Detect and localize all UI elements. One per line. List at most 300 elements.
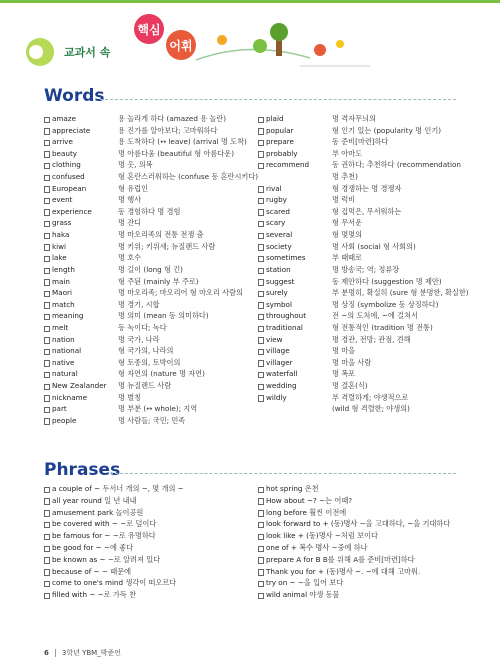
word-english: haka bbox=[52, 230, 70, 240]
phrase-row bbox=[258, 554, 468, 566]
word-row bbox=[258, 264, 468, 276]
word-meaning: 동 권하다; 추천하다 (recommendation bbox=[332, 160, 461, 170]
phrase-english: come to one's mind bbox=[52, 578, 124, 588]
checkbox-icon[interactable] bbox=[44, 140, 50, 146]
word-english: station bbox=[266, 264, 291, 274]
word-meaning: 명 경기, 시합 bbox=[118, 299, 160, 309]
word-english: people bbox=[52, 415, 77, 425]
word-row bbox=[44, 368, 272, 380]
word-english: view bbox=[266, 334, 283, 344]
word-english: recommend bbox=[266, 160, 310, 170]
word-meaning: 명 결혼(식) bbox=[332, 381, 368, 391]
word-meaning: 명 경관, 전망; 관점, 견해 bbox=[332, 334, 411, 344]
checkbox-icon[interactable] bbox=[258, 349, 264, 355]
word-row bbox=[258, 276, 468, 288]
checkbox-icon[interactable] bbox=[44, 337, 50, 343]
checkbox-icon[interactable] bbox=[44, 487, 50, 493]
checkbox-icon[interactable] bbox=[44, 510, 50, 516]
word-row bbox=[44, 392, 272, 404]
checkbox-icon[interactable] bbox=[258, 268, 264, 274]
checkbox-icon[interactable] bbox=[258, 326, 264, 332]
word-row bbox=[44, 194, 272, 206]
checkbox-icon[interactable] bbox=[258, 140, 264, 146]
word-english: meaning bbox=[52, 311, 84, 321]
word-english: sometimes bbox=[266, 253, 306, 263]
word-english: waterfall bbox=[266, 369, 298, 379]
phrase-meaning: ~에 대해 고마워. bbox=[365, 566, 421, 576]
word-row bbox=[44, 113, 272, 125]
word-english: scary bbox=[266, 218, 286, 228]
checkbox-icon[interactable] bbox=[258, 534, 264, 540]
checkbox-icon[interactable] bbox=[258, 593, 264, 599]
words-divider bbox=[100, 99, 456, 100]
word-english: suggest bbox=[266, 276, 295, 286]
phrase-row bbox=[258, 495, 468, 507]
word-english: New Zealander bbox=[52, 381, 107, 391]
checkbox-icon[interactable] bbox=[44, 534, 50, 540]
phrases-title: Phrases bbox=[44, 460, 121, 480]
word-row bbox=[44, 276, 272, 288]
checkbox-icon[interactable] bbox=[44, 268, 50, 274]
word-row bbox=[258, 322, 468, 334]
phrase-english: one of + 복수 명사 bbox=[266, 542, 330, 552]
checkbox-icon[interactable] bbox=[44, 395, 50, 401]
phrases-right-column bbox=[258, 483, 468, 601]
word-english: melt bbox=[52, 322, 69, 332]
word-english: several bbox=[266, 230, 293, 240]
phrase-meaning: 두서너 개의 ~, 몇 개의 ~ bbox=[102, 484, 184, 493]
checkbox-icon[interactable] bbox=[44, 581, 50, 587]
checkbox-icon[interactable] bbox=[44, 522, 50, 528]
word-english: nickname bbox=[52, 392, 88, 402]
word-row bbox=[44, 380, 272, 392]
phrase-meaning: ~에 좋다 bbox=[103, 542, 134, 552]
checkbox-icon[interactable] bbox=[258, 360, 264, 366]
word-meaning: 용 진가를 알아보다; 고마워하다 bbox=[118, 125, 218, 135]
word-meaning: 명 폭포 bbox=[332, 369, 356, 379]
word-row bbox=[44, 287, 272, 299]
checkbox-icon[interactable] bbox=[44, 349, 50, 355]
phrase-meaning: ~는 어때? bbox=[319, 495, 353, 505]
word-meaning: 명 부분 (↔ whole); 지역 bbox=[118, 404, 198, 414]
word-row bbox=[44, 217, 272, 229]
checkbox-icon[interactable] bbox=[44, 372, 50, 378]
word-row bbox=[44, 334, 272, 346]
phrase-row bbox=[258, 577, 468, 589]
word-meaning: 형 토종의, 토박이의 bbox=[118, 357, 181, 367]
word-english: village bbox=[266, 346, 290, 356]
checkbox-icon[interactable] bbox=[44, 221, 50, 227]
checkbox-icon[interactable] bbox=[258, 291, 264, 297]
checkbox-icon[interactable] bbox=[258, 128, 264, 134]
word-meaning: 명 격자무늬의 bbox=[332, 114, 376, 123]
word-english: confused bbox=[52, 172, 85, 182]
word-row bbox=[258, 183, 468, 195]
word-english: event bbox=[52, 195, 73, 205]
phrase-meaning: ~중에 하나 bbox=[331, 542, 368, 552]
word-meaning: 명 키위; 키위새; 뉴질랜드 사람 bbox=[118, 241, 216, 251]
word-row bbox=[44, 299, 272, 311]
checkbox-icon[interactable] bbox=[44, 314, 50, 320]
phrase-meaning: ~을 고대하다, ~을 기대하다 bbox=[359, 519, 451, 529]
checkbox-icon[interactable] bbox=[258, 372, 264, 378]
phrase-meaning: ~처럼 보이다 bbox=[334, 531, 378, 541]
word-meaning: 동 준비[마련]하다 bbox=[332, 137, 389, 147]
word-meaning: 형 겁먹은, 무서워하는 bbox=[332, 206, 402, 216]
word-row bbox=[44, 241, 272, 253]
phrase-english: try on ~ bbox=[266, 578, 296, 588]
word-meaning: 동 녹이다; 녹다 bbox=[118, 322, 167, 332]
word-row bbox=[258, 368, 468, 380]
word-meaning: 부 분명히, 확실히 (sure 형 분명한, 확실한) bbox=[332, 288, 469, 298]
phrase-meaning: 야생 동물 bbox=[309, 590, 340, 600]
word-english: native bbox=[52, 357, 75, 367]
phrase-english: be famous for ~ bbox=[52, 531, 111, 541]
word-meaning: 명 뉴질랜드 사람 bbox=[118, 381, 172, 391]
word-meaning: 명 사람들; 국민; 민족 bbox=[118, 415, 186, 425]
checkbox-icon[interactable] bbox=[258, 163, 264, 169]
checkbox-icon[interactable] bbox=[44, 117, 50, 123]
checkbox-icon[interactable] bbox=[44, 569, 50, 575]
phrase-meaning: ~로 유명하다 bbox=[112, 531, 156, 541]
word-english: national bbox=[52, 346, 82, 356]
word-row bbox=[44, 357, 272, 369]
phrase-row bbox=[44, 589, 254, 601]
word-row bbox=[258, 345, 468, 357]
word-row bbox=[258, 229, 468, 241]
word-meaning: 용 도착하다 (↔ leave) (arrival 명 도착) bbox=[118, 137, 247, 147]
checkbox-icon[interactable] bbox=[44, 256, 50, 262]
words-title: Words bbox=[44, 86, 105, 106]
word-english: length bbox=[52, 264, 75, 274]
word-row bbox=[44, 345, 272, 357]
word-row bbox=[258, 241, 468, 253]
checkbox-icon[interactable] bbox=[44, 233, 50, 239]
word-meaning: 명 마오리족; 마오리어 형 마오리 사람의 bbox=[118, 288, 243, 298]
word-english: appreciate bbox=[52, 125, 91, 135]
phrase-english: be known as ~ bbox=[52, 554, 106, 564]
phrase-english: filled with ~ bbox=[52, 590, 96, 600]
word-meaning: 명 럭비 bbox=[332, 195, 356, 205]
word-row bbox=[258, 287, 468, 299]
word-row bbox=[44, 252, 272, 264]
checkbox-icon[interactable] bbox=[44, 593, 50, 599]
word-english: natural bbox=[52, 369, 78, 379]
phrase-meaning: 온천 bbox=[304, 484, 319, 493]
word-meaning: 형 국가의, 나라의 bbox=[118, 346, 174, 356]
checkbox-icon[interactable] bbox=[258, 209, 264, 215]
word-meaning: 용 놀라게 하다 (amazed 용 놀란) bbox=[118, 114, 227, 123]
word-row bbox=[258, 159, 468, 171]
checkbox-icon[interactable] bbox=[258, 384, 264, 390]
phrase-row bbox=[44, 518, 254, 530]
phrase-english: be good for ~ bbox=[52, 542, 102, 552]
phrase-english: all year round bbox=[52, 495, 102, 505]
word-row bbox=[44, 206, 272, 218]
phrase-meaning: ~ 때문에 bbox=[101, 566, 132, 576]
word-english: lake bbox=[52, 253, 67, 263]
word-row bbox=[44, 136, 272, 148]
word-meaning: 형 경쟁하는 명 경쟁자 bbox=[332, 183, 402, 193]
word-row bbox=[258, 217, 468, 229]
word-row bbox=[44, 183, 272, 195]
word-meaning: 형 혼란스러워하는 (confuse 동 혼란시키다) bbox=[118, 172, 259, 182]
word-meaning: 형 인기 있는 (popularity 명 인기) bbox=[332, 125, 442, 135]
phrase-meaning: 생각이 떠오르다 bbox=[125, 578, 177, 588]
checkbox-icon[interactable] bbox=[44, 128, 50, 134]
checkbox-icon[interactable] bbox=[258, 487, 264, 493]
word-english: grass bbox=[52, 218, 72, 228]
word-english: main bbox=[52, 276, 70, 286]
word-row bbox=[258, 380, 468, 392]
badge-vocab: 어휘 bbox=[166, 30, 196, 60]
phrase-english: look like + (동)명사 bbox=[266, 531, 333, 541]
word-meaning: 전 ~의 도처에, ~에 걸쳐서 bbox=[332, 311, 418, 321]
phrase-english: prepare A for B bbox=[266, 554, 321, 564]
phrase-english: because of ~ bbox=[52, 566, 100, 576]
word-row bbox=[258, 299, 468, 311]
word-meaning: 형 무서운 bbox=[332, 218, 363, 228]
phrase-english: hot spring bbox=[266, 484, 303, 493]
phrase-english: How about ~? bbox=[266, 495, 317, 505]
word-english: European bbox=[52, 183, 87, 193]
checkbox-icon[interactable] bbox=[44, 557, 50, 563]
phrase-meaning: ~로 덮이다 bbox=[120, 519, 157, 529]
word-meaning: 명 길이 (long 형 긴) bbox=[118, 264, 183, 274]
word-row bbox=[44, 229, 272, 241]
checkbox-icon[interactable] bbox=[258, 395, 264, 401]
checkbox-icon[interactable] bbox=[258, 546, 264, 552]
phrase-row bbox=[44, 577, 254, 589]
footer-divider bbox=[55, 649, 56, 657]
word-meaning: 부 아마도 bbox=[332, 148, 363, 158]
word-meaning: 부 격렬하게; 야생적으로 bbox=[332, 392, 409, 402]
word-english: traditional bbox=[266, 322, 303, 332]
header-decoration bbox=[0, 0, 500, 80]
word-meaning: 형 몇몇의 bbox=[332, 230, 363, 240]
phrase-meaning: B를 위해 A를 준비[마련]하다 bbox=[322, 554, 415, 564]
word-meaning: 명 추천) bbox=[332, 172, 358, 182]
phrase-meaning: ~을 입어 보다 bbox=[297, 578, 344, 588]
word-meaning: 명 마을 bbox=[332, 346, 356, 356]
phrase-english: a couple of ~ bbox=[52, 484, 101, 493]
checkbox-icon[interactable] bbox=[44, 244, 50, 250]
badge-core: 핵심 bbox=[134, 14, 164, 44]
footer-label: 3학년 YBM_박준언 bbox=[61, 649, 121, 657]
word-english: kiwi bbox=[52, 241, 67, 251]
checkbox-icon[interactable] bbox=[44, 498, 50, 504]
checkbox-icon[interactable] bbox=[258, 279, 264, 285]
phrase-row bbox=[258, 566, 468, 578]
word-meaning: 형 전통적인 (tradition 명 전통) bbox=[332, 322, 433, 332]
phrase-meaning: 훨씬 이전에 bbox=[309, 507, 347, 517]
word-row bbox=[44, 403, 272, 415]
word-meaning: 명 마을 사람 bbox=[332, 357, 372, 367]
word-meaning: 명 사회 (social 형 사회의) bbox=[332, 241, 416, 251]
phrase-row bbox=[44, 530, 254, 542]
checkbox-icon[interactable] bbox=[258, 302, 264, 308]
word-english: wildly bbox=[266, 392, 287, 402]
phrase-row bbox=[258, 518, 468, 530]
word-row bbox=[258, 113, 468, 125]
checkbox-icon[interactable] bbox=[44, 175, 50, 181]
phrase-row bbox=[44, 566, 254, 578]
checkbox-icon[interactable] bbox=[44, 198, 50, 204]
phrase-english: long before bbox=[266, 507, 307, 517]
word-english: popular bbox=[266, 125, 294, 135]
word-row bbox=[258, 125, 468, 137]
checkbox-icon[interactable] bbox=[258, 510, 264, 516]
word-meaning: 명 마오리족의 전통 전쟁 춤 bbox=[118, 230, 204, 240]
word-english: society bbox=[266, 241, 292, 251]
word-english: scared bbox=[266, 206, 290, 216]
word-english: surely bbox=[266, 288, 288, 298]
checkbox-icon[interactable] bbox=[258, 522, 264, 528]
word-english: amaze bbox=[52, 114, 77, 123]
word-row bbox=[44, 264, 272, 276]
word-meaning: 동 제안하다 (suggestion 명 제안) bbox=[332, 276, 442, 286]
checkbox-icon[interactable] bbox=[258, 198, 264, 204]
phrase-english: be covered with ~ bbox=[52, 519, 118, 529]
checkbox-icon[interactable] bbox=[44, 151, 50, 157]
word-english: symbol bbox=[266, 299, 292, 309]
checkbox-icon[interactable] bbox=[258, 569, 264, 575]
word-meaning: 명 상징 (symbolize 동 상징하다) bbox=[332, 299, 439, 309]
word-english: throughout bbox=[266, 311, 307, 321]
word-english: part bbox=[52, 404, 67, 414]
word-english: experience bbox=[52, 206, 92, 216]
checkbox-icon[interactable] bbox=[44, 279, 50, 285]
word-meaning: 명 아름다움 (beautiful 형 아름다운) bbox=[118, 148, 235, 158]
word-meaning: 형 유럽인 bbox=[118, 183, 149, 193]
phrase-row bbox=[44, 483, 254, 495]
phrase-meaning: ~로 알려져 있다 bbox=[107, 554, 161, 564]
phrase-english: Thank you for + (동)명사 ~. bbox=[266, 566, 364, 576]
phrases-divider bbox=[110, 473, 456, 474]
phrase-row bbox=[44, 542, 254, 554]
word-english: rival bbox=[266, 183, 282, 193]
phrase-meaning: 일 년 내내 bbox=[104, 495, 137, 505]
word-english: Maori bbox=[52, 288, 72, 298]
phrase-english: look forward to + (동)명사 bbox=[266, 519, 358, 529]
page-header bbox=[0, 0, 500, 80]
word-row bbox=[258, 403, 468, 415]
checkbox-icon[interactable] bbox=[44, 163, 50, 169]
words-right-column bbox=[258, 113, 468, 415]
checkbox-icon[interactable] bbox=[258, 314, 264, 320]
page-number: 6 bbox=[44, 649, 49, 657]
word-row bbox=[44, 148, 272, 160]
word-meaning: 명 호수 bbox=[118, 253, 142, 263]
word-row bbox=[258, 252, 468, 264]
word-meaning: 부 때때로 bbox=[332, 253, 363, 263]
banner-title: 교과서 속 bbox=[64, 46, 111, 59]
word-meaning: 명 행사 bbox=[118, 195, 142, 205]
phrase-row bbox=[258, 507, 468, 519]
checkbox-icon[interactable] bbox=[258, 581, 264, 587]
word-row bbox=[258, 357, 468, 369]
word-meaning: 명 잔디 bbox=[118, 218, 142, 228]
words-left-column bbox=[44, 113, 272, 426]
word-english: match bbox=[52, 299, 75, 309]
word-row bbox=[258, 334, 468, 346]
phrase-row bbox=[258, 483, 468, 495]
word-meaning: 명 옷, 의복 bbox=[118, 160, 153, 170]
checkbox-icon[interactable] bbox=[258, 256, 264, 262]
word-english: arrive bbox=[52, 137, 73, 147]
checkbox-icon[interactable] bbox=[44, 360, 50, 366]
word-meaning: 명 의미 (mean 동 의미하다) bbox=[118, 311, 209, 321]
word-row bbox=[258, 392, 468, 404]
word-row bbox=[44, 415, 272, 427]
word-row bbox=[44, 125, 272, 137]
phrase-row bbox=[44, 495, 254, 507]
checkbox-icon[interactable] bbox=[258, 244, 264, 250]
checkbox-icon[interactable] bbox=[44, 546, 50, 552]
checkbox-icon[interactable] bbox=[44, 209, 50, 215]
checkbox-icon[interactable] bbox=[44, 407, 50, 413]
word-meaning: 명 방송국; 역; 정류장 bbox=[332, 264, 400, 274]
checkbox-icon[interactable] bbox=[258, 117, 264, 123]
checkbox-icon[interactable] bbox=[44, 384, 50, 390]
phrase-row bbox=[258, 542, 468, 554]
word-row bbox=[258, 148, 468, 160]
checkbox-icon[interactable] bbox=[44, 326, 50, 332]
word-row bbox=[258, 206, 468, 218]
word-row bbox=[44, 159, 272, 171]
word-meaning: 동 경험하다 명 경험 bbox=[118, 206, 181, 216]
word-meaning: 형 주된 (mainly 부 주로) bbox=[118, 276, 199, 286]
phrase-meaning: ~로 가득 찬 bbox=[97, 590, 137, 600]
word-row bbox=[258, 171, 468, 183]
word-english: villager bbox=[266, 357, 293, 367]
checkbox-icon[interactable] bbox=[44, 302, 50, 308]
checkbox-icon[interactable] bbox=[44, 418, 50, 424]
phrase-meaning: 놀이공원 bbox=[115, 507, 144, 517]
word-meaning: 명 국가, 나라 bbox=[118, 334, 160, 344]
word-english: beauty bbox=[52, 148, 78, 158]
word-english: probably bbox=[266, 148, 298, 158]
word-row bbox=[258, 194, 468, 206]
checkbox-icon[interactable] bbox=[258, 221, 264, 227]
word-english: plaid bbox=[266, 114, 284, 123]
checkbox-icon[interactable] bbox=[258, 233, 264, 239]
word-english: prepare bbox=[266, 137, 294, 147]
phrase-row bbox=[44, 507, 254, 519]
phrases-left-column bbox=[44, 483, 254, 601]
word-row bbox=[258, 310, 468, 322]
word-row bbox=[44, 310, 272, 322]
checkbox-icon[interactable] bbox=[44, 291, 50, 297]
checkbox-icon[interactable] bbox=[258, 498, 264, 504]
word-row bbox=[44, 171, 272, 183]
word-meaning: (wild 형 격렬한; 야생의) bbox=[332, 404, 410, 414]
phrase-english: amusement park bbox=[52, 507, 114, 517]
word-row bbox=[44, 322, 272, 334]
phrase-row bbox=[44, 554, 254, 566]
checkbox-icon[interactable] bbox=[258, 151, 264, 157]
phrase-english: wild animal bbox=[266, 590, 308, 600]
checkbox-icon[interactable] bbox=[258, 186, 264, 192]
word-english: rugby bbox=[266, 195, 287, 205]
phrase-row bbox=[258, 530, 468, 542]
checkbox-icon[interactable] bbox=[258, 337, 264, 343]
word-meaning: 형 자연의 (nature 명 자연) bbox=[118, 369, 205, 379]
word-english: wedding bbox=[266, 381, 297, 391]
checkbox-icon[interactable] bbox=[44, 186, 50, 192]
checkbox-icon[interactable] bbox=[258, 557, 264, 563]
word-row bbox=[258, 136, 468, 148]
